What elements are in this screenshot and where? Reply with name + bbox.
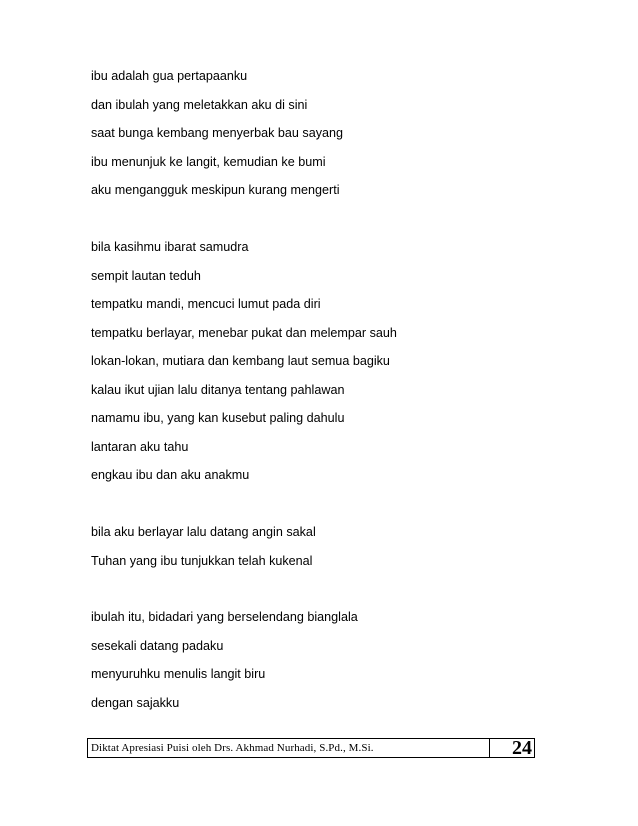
poem-line: aku mengangguk meskipun kurang mengerti [91, 183, 340, 197]
footer-text: Diktat Apresiasi Puisi oleh Drs. Akhmad Nurhadi, S.Pd., M.Si. [91, 742, 374, 754]
poem-line: dan ibulah yang meletakkan aku di sini [91, 98, 308, 112]
poem-line: lokan-lokan, mutiara dan kembang laut semua bagiku [91, 354, 390, 368]
poem-line: ibulah itu, bidadari yang berselendang bianglala [91, 610, 358, 624]
poem-line: lantaran aku tahu [91, 440, 189, 454]
footer-divider [489, 738, 490, 758]
poem-line: tempatku mandi, mencuci lumut pada diri [91, 297, 321, 311]
poem-line: tempatku berlayar, menebar pukat dan melempar sauh [91, 326, 397, 340]
poem-line: sesekali datang padaku [91, 639, 224, 653]
poem-line: ibu adalah gua pertapaanku [91, 69, 248, 83]
poem-line: saat bunga kembang menyerbak bau sayang [91, 126, 344, 140]
poem-line: engkau ibu dan aku anakmu [91, 468, 250, 482]
poem-line: sempit lautan teduh [91, 269, 201, 283]
page-number: 24 [512, 737, 532, 759]
poem-line: bila kasihmu ibarat samudra [91, 240, 249, 254]
poem-line: dengan sajakku [91, 696, 180, 710]
poem-line: kalau ikut ujian lalu ditanya tentang pahlawan [91, 383, 345, 397]
poem-line: bila aku berlayar lalu datang angin sakal [91, 525, 316, 539]
poem-line: menyuruhku menulis langit biru [91, 667, 266, 681]
poem-line: ibu menunjuk ke langit, kemudian ke bumi [91, 155, 326, 169]
poem-line: Tuhan yang ibu tunjukkan telah kukenal [91, 554, 313, 568]
poem-line: namamu ibu, yang kan kusebut paling dahulu [91, 411, 345, 425]
